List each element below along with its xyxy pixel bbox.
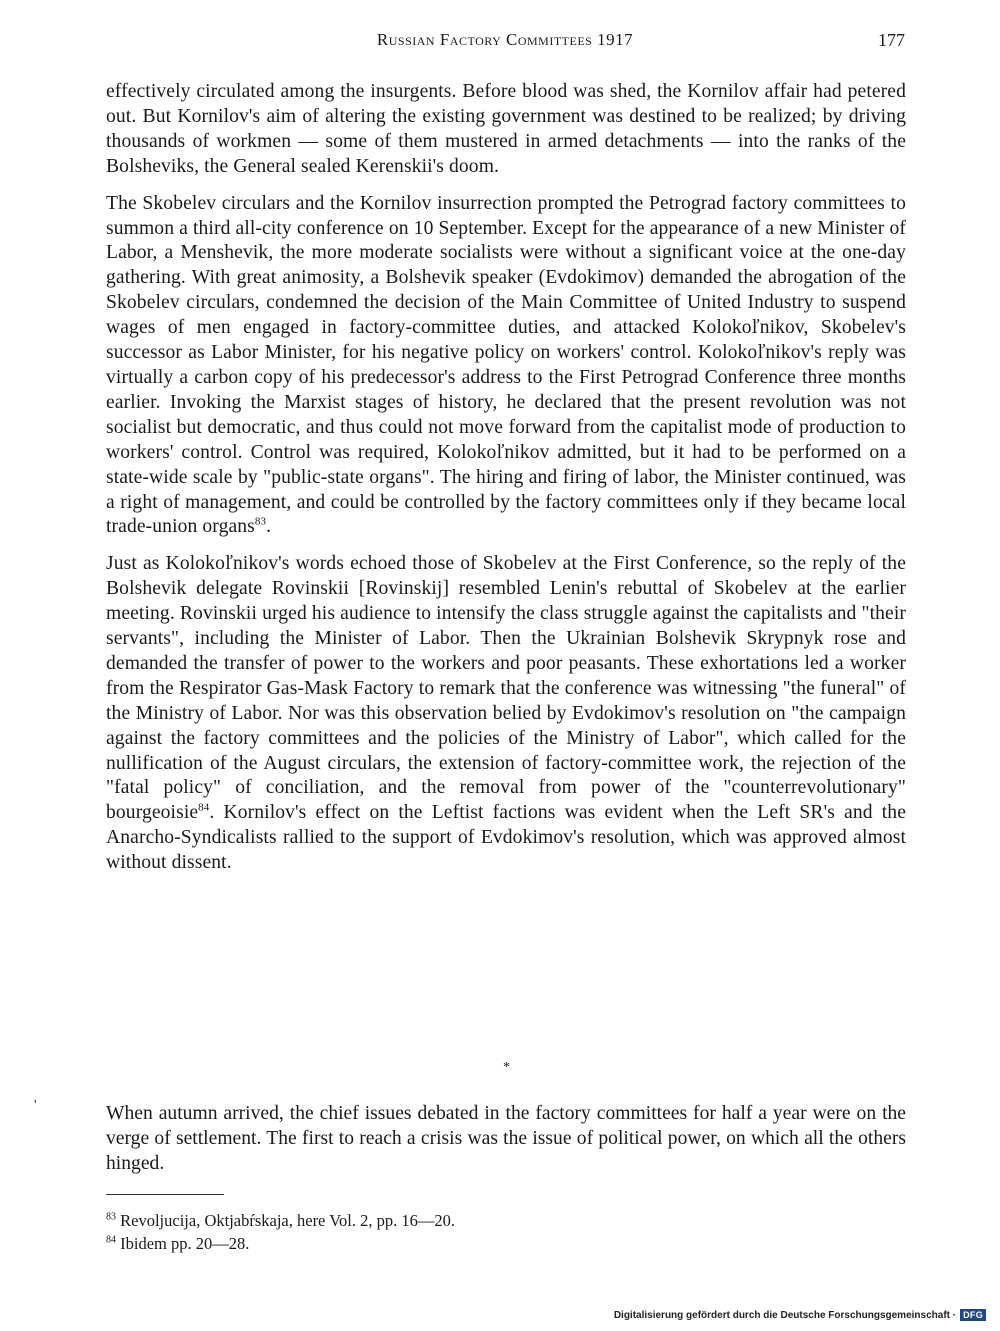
page-header (105, 30, 905, 56)
footnote-ref-84: 84 (198, 801, 210, 814)
footnote-marker: 83 (106, 1211, 116, 1223)
paragraph-3 (106, 552, 906, 876)
digitization-note: Digitalisierung gefördert durch die Deutsche Forschungsgemeinschaft · (613, 1309, 957, 1321)
footnote-marker: 84 (106, 1234, 116, 1246)
paragraph-2-text: The Skobelev circulars and the Kornilov insurrection prompted the Petrograd factory committees to summon a third all-city conference on 10 September. Except for the appearance of a new Minister of Labor, a Menshevik, the more moderate socialists were without a significant voice at the one-day gathering. With great animosity, a Bolshevik speaker (Evdokimov) demanded the abrogation of the Skobelev circulars, condemned the decision of the Main Committee of United Industry to suspend wages of men engaged in factory-committee duties, and attacked Kolokoľnikov, Skobelev's successor as Labor Minister, for his negative policy on workers' control. Kolokoľnikov's reply was virtually a carbon copy of his predecessor's address to the First Petrograd Conference three months earlier. Invoking the Marxist stages of history, he declared that the present revolution was not socialist but democratic, and thus could not move forward from the capitalist mode of production to workers' control. Control was required, Kolokoľnikov admitted, but it had to be performed on a state-wide scale by "public-state organs". The hiring and firing of labor, the Minister continued, was a right of management, and could be controlled by the factory committees only if they became local trade-union organs (106, 192, 906, 538)
page-number: 177 (878, 30, 905, 50)
paragraph-1 (106, 80, 906, 180)
final-paragraph: When autumn arrived, the chief issues debated in the factory committees for half a year were on the verge of settlement. The first to reach a crisis was the issue of political power, on which all the others hinged. (106, 1103, 906, 1174)
footnote-divider (106, 1194, 224, 1195)
footnotes (106, 1209, 806, 1255)
final-section (106, 1102, 906, 1177)
footnote-83 (106, 1209, 806, 1232)
footnote-ref-83: 83 (254, 515, 267, 528)
digitization-footer (614, 1309, 986, 1321)
running-title: Russian Factory Committees 1917 (376, 30, 634, 49)
paragraph-2 (106, 192, 906, 541)
footnote-84 (106, 1232, 806, 1255)
section-break-asterisk: * (503, 1060, 510, 1075)
paragraph-3-text: Just as Kolokoľnikov's words echoed those of Skobelev at the First Conference, so the reply of the Bolshevik delegate Rovinskii [Rovinskij] resembled Lenin's rebuttal of Skobelev at the earlier meeting. Rovinskii urged his audience to intensify the class struggle against the capitalists and "their servants", including the Minister of Labor. Then the Ukrainian Bolshevik Skrypnyk rose and demanded the transfer of power to the workers and poor peasants. These exhortations led a worker from the Respirator Gas-Mask Factory to remark that the conference was witnessing "the funeral" of the Ministry of Labor. Nor was this observation belied by Evdokimov's resolution on "the campaign against the factory committees and the policies of the Ministry of Labor", which called for the nullification of the August circulars, the extension of factory-committee work, the rejection of the "fatal policy" of conciliation, and the removal from power of the "counterrevolutionary" bourgeoisie (106, 553, 906, 824)
body-text (106, 80, 906, 876)
paragraph-1-text: effectively circulated among the insurgents. Before blood was shed, the Kornilov affair had petered out. But Kornilov's aim of altering the existing government was destined to be realized; by driving thousands of workmen — some of them mustered in armed detachments — into the ranks of the Bolsheviks, the General sealed Kerenskii's doom. (106, 81, 906, 177)
paragraph-3-tail: . Kornilov's effect on the Leftist factions was evident when the Left SR's and the Anarcho-Syndicalists rallied to the support of Evdokimov's resolution, which was approved almost without dissent. (106, 802, 906, 874)
footnote-text: Ibidem pp. 20—28. (116, 1234, 250, 1253)
margin-mark: ' (34, 1098, 37, 1113)
footnote-text: Revoljucija, Oktjabŕskaja, here Vol. 2, pp. 16—20. (116, 1211, 455, 1230)
dfg-logo-icon: DFG (960, 1309, 986, 1321)
paragraph-2-tail: . (266, 516, 272, 538)
